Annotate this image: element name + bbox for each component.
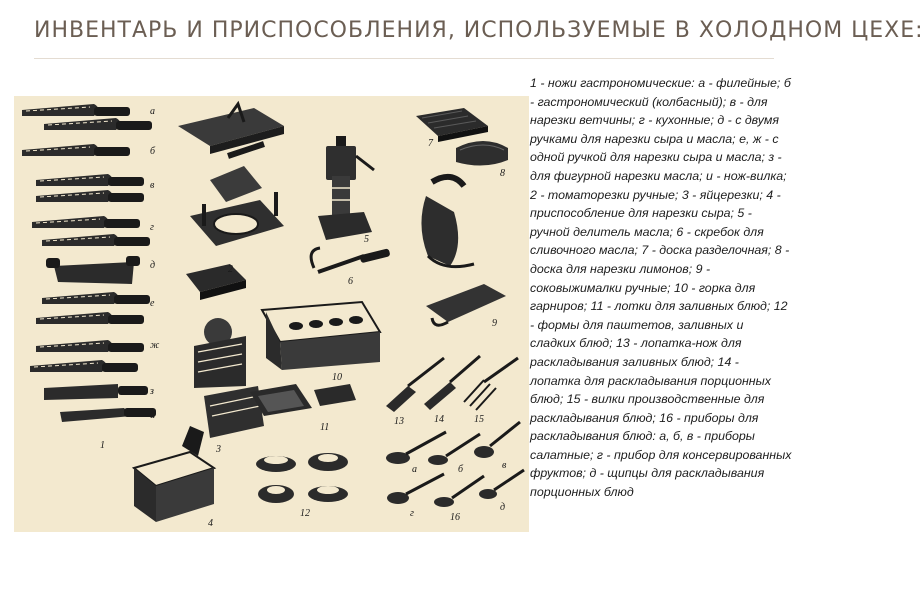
utensil-letter-v: в	[502, 460, 507, 471]
knife-a-1	[22, 104, 130, 116]
egg-slicers	[186, 264, 264, 438]
knife-e-1	[42, 292, 150, 304]
item-number-16: 16	[450, 512, 460, 523]
illustration-drawing	[14, 96, 529, 532]
item-number-12: 12	[300, 508, 310, 519]
knife-letter-zh: ж	[150, 340, 160, 351]
item-number-6: 6	[348, 276, 353, 287]
item-number-9: 9	[492, 318, 497, 329]
knife-g-1	[32, 216, 140, 228]
item-number-14: 14	[434, 414, 444, 425]
item-number-7: 7	[428, 138, 433, 149]
knife-letter-g: г	[150, 222, 154, 233]
item-number-1: 1	[100, 440, 105, 451]
cheese-cutter	[134, 426, 214, 522]
knife-letter-b: б	[150, 146, 156, 157]
knife-letter-d: д	[150, 260, 156, 271]
utensil-letter-b: б	[458, 464, 464, 475]
item-number-13: 13	[394, 416, 404, 427]
knife-letter-i: и	[150, 410, 155, 421]
knife-i	[60, 408, 132, 422]
spatulas-and-forks	[386, 356, 518, 412]
butter-scraper	[311, 248, 390, 272]
garnish-stand	[262, 302, 380, 370]
utensil-letter-d: д	[500, 502, 506, 513]
knife-letter-v: в	[150, 180, 155, 191]
aspic-trays	[250, 384, 356, 416]
inventory-caption: 1 - ножи гастрономические: а - филейные; б - гастрономический (колбасный); в - для нарезки ветчины; г - кухонные; д - с двумя ручками для нарезки сыра и масла; е, ж - с одной ручкой для нарезки сыра и масла; з - для фигурной нарезки масла; и - нож-вилка; 2 - томаторезки ручные; 3 - яйцерезки; 4 - приспособление для нарезки сыра; 5 - ручной делитель масла; 6 - скребок для сливочного масла; 7 - доска разделочная; 8 - доска для нарезки лимонов; 9 - соковыжималки ручные; 10 - горка для гарниров; 11 - лотки для заливных блюд; 12 - формы для паштетов, заливных и сладких блюд; 13 - лопатка-нож для раскладывания заливных блюд; 14 - лопатка для раскладывания порционных блюд; 15 - вилки производственные для раскладывания блюд; 16 - приборы для раскладывания блюд: а, б, в - приборы салатные; г - прибор для консервированных фруктов; д - щипцы для раскладывания порционных блюд	[530, 76, 792, 500]
tomato-cutter	[178, 104, 284, 246]
knife-b	[22, 144, 130, 156]
juicers	[421, 177, 506, 325]
lemon-board	[456, 141, 508, 166]
inventory-illustration	[14, 96, 529, 532]
item-number-8: 8	[500, 168, 505, 179]
knife-z	[44, 384, 118, 400]
cutting-board	[416, 108, 488, 142]
title-divider	[34, 58, 774, 59]
knife-letter-e: е	[150, 298, 155, 309]
knife-zh-2	[30, 360, 138, 372]
item-number-5: 5	[364, 234, 369, 245]
utensil-letter-g: г	[410, 508, 414, 519]
knife-zh-1	[36, 340, 144, 352]
item-number-3: 3	[216, 444, 221, 455]
knife-letter-a: а	[150, 106, 155, 117]
knives-group	[22, 104, 156, 422]
butter-divider	[318, 136, 374, 240]
knife-a-2	[44, 118, 152, 130]
item-number-11: 11	[320, 422, 330, 433]
knife-v-2	[36, 190, 144, 202]
utensil-letter-a: а	[412, 464, 417, 475]
knife-d	[54, 262, 134, 284]
item-number-2: 2	[228, 264, 233, 275]
slide-title: ИНВЕНТАРЬ И ПРИСПОСОБЛЕНИЯ, ИСПОЛЬЗУЕМЫЕ В ХОЛОДНОМ ЦЕХЕ:	[34, 18, 924, 43]
knife-g-2	[42, 234, 150, 246]
item-number-10: 10	[332, 372, 342, 383]
pate-molds	[256, 453, 348, 503]
item-number-4: 4	[208, 518, 213, 529]
item-number-15: 15	[474, 414, 484, 425]
knife-e-2	[36, 312, 144, 324]
knife-letter-z: з	[150, 386, 154, 397]
knife-v-1	[36, 174, 144, 186]
